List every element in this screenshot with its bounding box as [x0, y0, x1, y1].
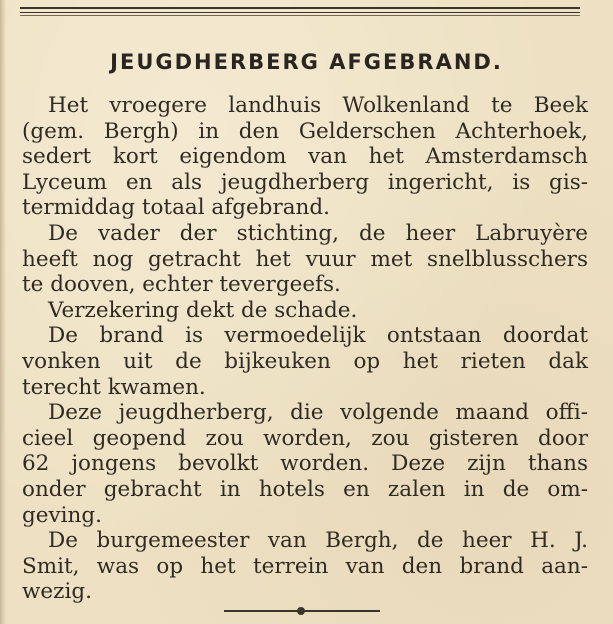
article-line: onder gebracht in hotels en zalen in de om- — [22, 476, 588, 502]
article-line: heeft nog getracht het vuur met snelblusschers — [22, 246, 588, 272]
article-line: cieel geopend zou worden, zou gisteren door — [22, 425, 588, 451]
article-line: De burgemeester van Bergh, de heer H. J. — [48, 528, 588, 554]
article-line: sedert kort eigendom van het Amsterdamsch — [22, 144, 588, 170]
article-line: termiddag totaal afgebrand. — [22, 195, 330, 221]
article-line: geving. — [22, 502, 102, 528]
article-line: (gem. Bergh) in den Gelderschen Achterhoek, — [22, 118, 588, 144]
article-line: vonken uit de bijkeuken op het rieten dak — [22, 348, 588, 374]
top-rule — [20, 7, 580, 9]
article-line: 62 jongens bevolkt worden. Deze zijn thans — [22, 451, 588, 477]
article-line: Lyceum en als jeugdherberg ingericht, is gis- — [22, 169, 588, 195]
article-line: Deze jeugdherberg, die volgende maand offi- — [48, 400, 588, 426]
article-line: De brand is vermoedelijk ontstaan doordat — [48, 323, 588, 349]
article-line: terecht kwamen. — [22, 374, 206, 400]
ornament-dot — [297, 607, 305, 615]
article-headline: JEUGDHERBERG AFGEBRAND. — [110, 50, 503, 74]
article-line: Verzekering dekt de schade. — [48, 297, 358, 323]
article-body — [22, 93, 588, 605]
top-rule-faint — [20, 15, 580, 16]
top-rule-thin — [20, 12, 580, 13]
article-line: Het vroegere landhuis Wolkenland te Beek — [48, 93, 588, 118]
article-line: De vader der stichting, de heer Labruyère — [48, 220, 588, 246]
paper-edge — [0, 0, 6, 624]
end-ornament — [224, 606, 380, 616]
article-line: Smit, was op het terrein van den brand aan- — [22, 553, 588, 579]
article-line: te dooven, echter tevergeefs. — [22, 272, 341, 298]
article-line: wezig. — [22, 579, 92, 605]
